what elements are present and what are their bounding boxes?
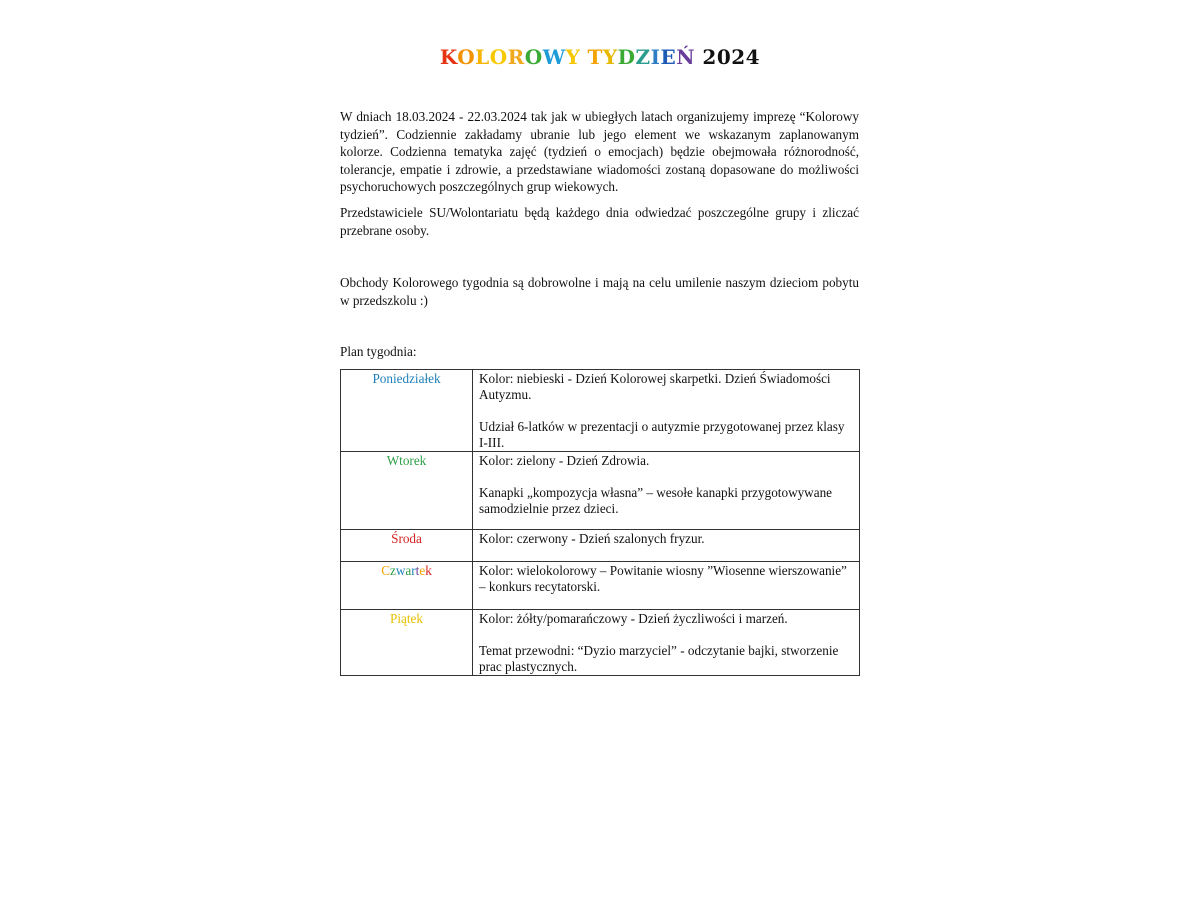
title-colored-letters (440, 45, 695, 69)
blank-line (479, 469, 853, 485)
title-letter: O (489, 45, 508, 69)
description-cell-thursday (473, 562, 860, 610)
tuesday-activity-line: Kanapki „kompozycja własna” – wesołe kanapki przygotowywane samodzielnie przez dzieci. (479, 485, 833, 516)
thursday-letter: z (390, 563, 396, 578)
title-letter: E (660, 45, 677, 69)
day-name-tuesday: Wtorek (386, 453, 427, 468)
day-name-friday: Piątek (390, 611, 423, 626)
thursday-letter: a (405, 563, 412, 578)
thursday-letter: C (381, 563, 390, 578)
day-cell-monday (341, 370, 473, 452)
day-name-thursday (381, 563, 432, 578)
title-letter: Z (635, 45, 651, 69)
blank-line (479, 403, 853, 419)
title-letter: I (650, 45, 661, 69)
day-name-monday: Poniedziałek (372, 371, 441, 386)
title-letter: D (617, 45, 636, 69)
voluntary-paragraph: Obchody Kolorowego tygodnia są dobrowolne i mają na celu umilenie naszym dzieciom pobytu w przedszkolu :) (340, 275, 859, 308)
title-letter: T (587, 45, 603, 69)
monday-activity-line: Udział 6-latków w prezentacji o autyzmie przygotowanej przez klasy I-III. (479, 419, 845, 450)
day-cell-thursday (341, 562, 473, 610)
title-letter: Y (602, 45, 618, 69)
description-cell-tuesday (473, 452, 860, 530)
title-letter: K (439, 45, 458, 69)
tuesday-color-line: Kolor: zielony - Dzień Zdrowia. (479, 453, 650, 468)
description-cell-monday (473, 370, 860, 452)
title-letter: O (524, 45, 543, 69)
table-row-tuesday (341, 452, 860, 530)
thursday-letter: e (419, 563, 426, 578)
thursday-letter: w (395, 563, 406, 578)
day-cell-tuesday (341, 452, 473, 530)
friday-activity-line: Temat przewodni: “Dyzio marzyciel” - odczytanie bajki, stworzenie prac plastycznych. (479, 643, 839, 674)
monday-color-line: Kolor: niebieski - Dzień Kolorowej skarpetki. Dzień Świadomości Autyzmu. (479, 371, 831, 402)
title-letter: Y (565, 45, 581, 69)
thursday-letter: k (425, 563, 432, 578)
title-letter: W (542, 45, 566, 69)
day-cell-wednesday (341, 530, 473, 562)
table-row-friday (341, 610, 860, 676)
description-cell-friday (473, 610, 860, 676)
document-title (0, 45, 1200, 69)
intro-paragraph: W dniach 18.03.2024 - 22.03.2024 tak jak w ubiegłych latach organizujemy imprezę “Kolorowy tydzień”. Codziennie zakładamy ubranie lub jego element we wskazanym zaplanowanym kolorze. Codzienna tematyka zajęć (tydzień o emocjach) będzie obejmowała różnorodność, tolerancje, empatie i zdrowie, a przedstawiane wiadomości zostaną dopasowane do możliwości psychoruchowych poszczególnych grup wiekowych. (340, 109, 859, 194)
description-cell-wednesday (473, 530, 860, 562)
day-cell-friday (341, 610, 473, 676)
title-letter: Ń (676, 45, 695, 69)
table-row-wednesday (341, 530, 860, 562)
thursday-color-line: Kolor: wielokolorowy – Powitanie wiosny ”Wiosenne wierszowanie” – konkurs recytatorski. (479, 563, 847, 594)
volunteers-paragraph: Przedstawiciele SU/Wolontariatu będą każdego dnia odwiedzać poszczególne grupy i zliczać przebrane osoby. (340, 205, 859, 238)
thursday-letter: t (415, 563, 420, 578)
plan-label: Plan tygodnia: (340, 344, 417, 359)
thursday-letter: r (411, 563, 416, 578)
table-row-monday (341, 370, 860, 452)
title-letter: R (507, 45, 525, 69)
friday-color-line: Kolor: żółty/pomarańczowy - Dzień życzliwości i marzeń. (479, 611, 788, 626)
day-name-wednesday: Środa (391, 531, 422, 546)
title-letter: O (457, 45, 476, 69)
title-year: 2024 (694, 45, 761, 69)
wednesday-color-line: Kolor: czerwony - Dzień szalonych fryzur. (479, 531, 705, 546)
table-row-thursday (341, 562, 860, 610)
blank-line (479, 627, 853, 643)
week-plan-table (340, 369, 860, 676)
title-letter: L (475, 45, 490, 69)
